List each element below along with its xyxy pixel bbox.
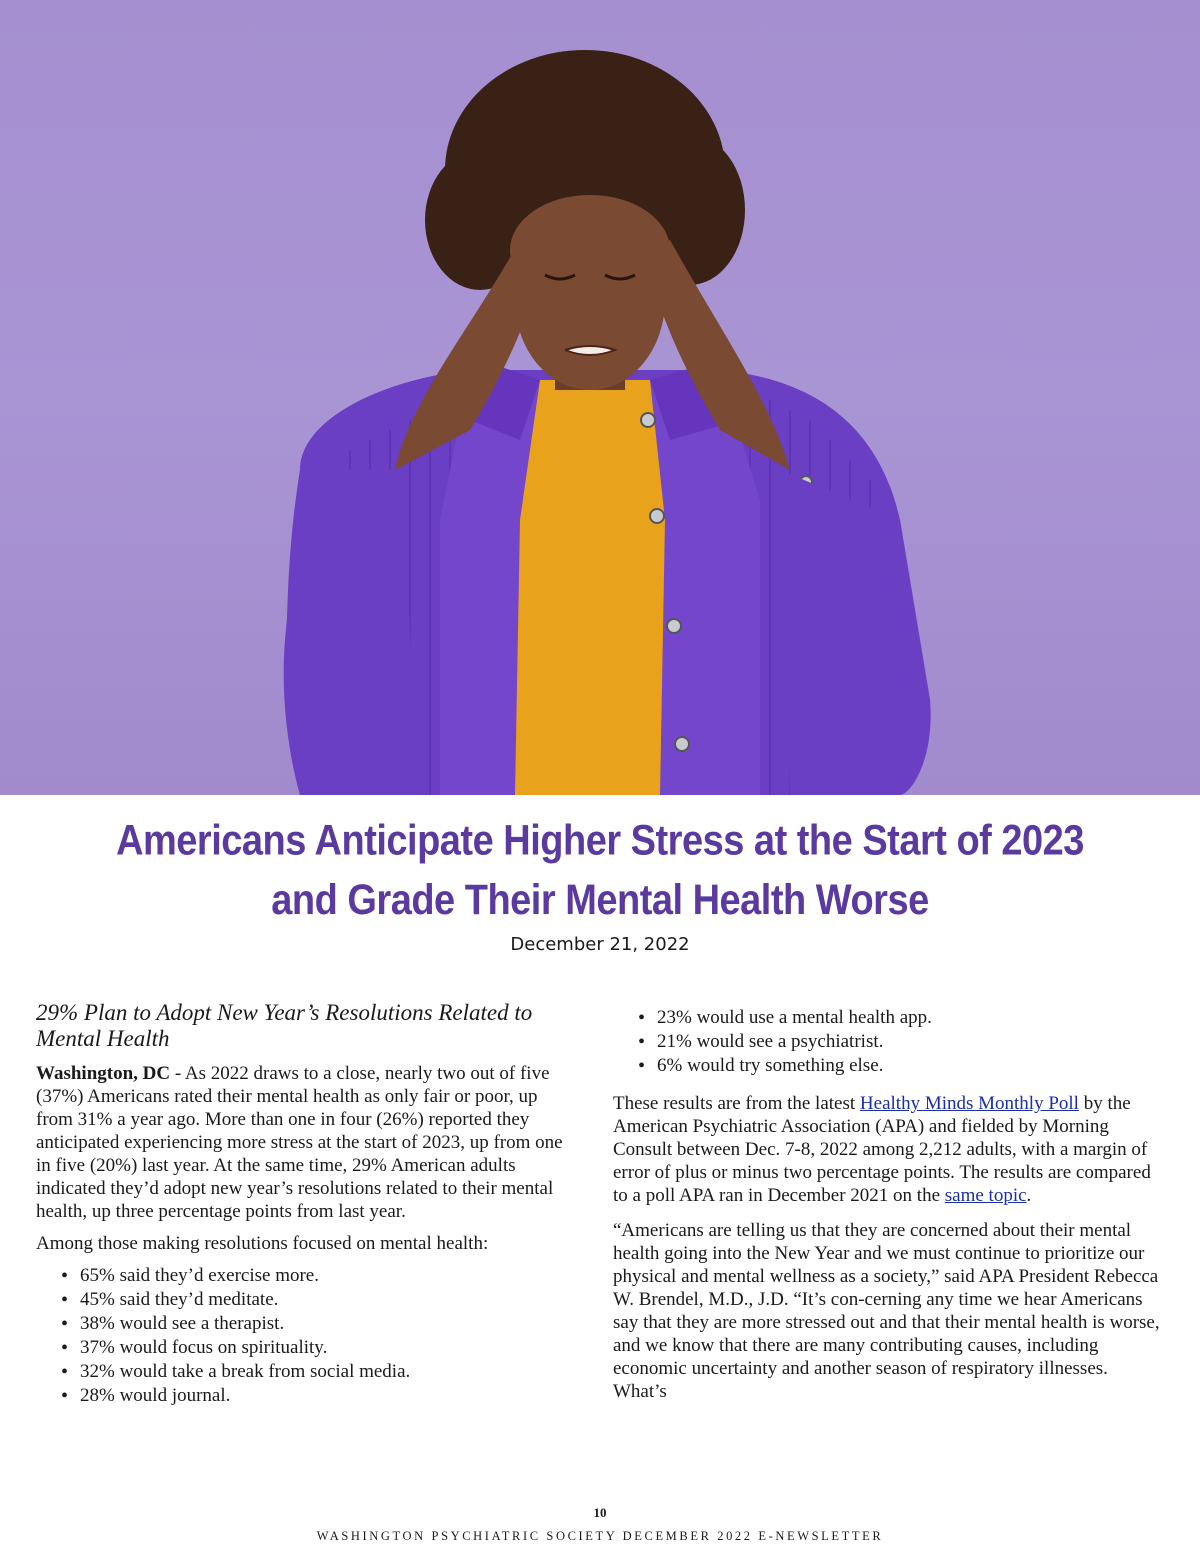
list-item: • 65% said they’d exercise more. <box>61 1264 576 1288</box>
intro-paragraph <box>36 1062 576 1223</box>
resolutions-list <box>36 1264 576 1408</box>
poll-paragraph <box>613 1092 1166 1207</box>
list-item: • 23% would use a mental health app. <box>638 1006 1166 1030</box>
list-item: • 37% would focus on spirituality. <box>61 1336 576 1360</box>
poll-text: These results are from the latest <box>613 1093 860 1114</box>
headline-line-1: Americans Anticipate Higher Stress at the Start of 2023 <box>116 817 1084 865</box>
list-item: • 6% would try something else. <box>638 1054 1166 1078</box>
list-item: • 28% would journal. <box>61 1384 576 1408</box>
list-item: • 32% would take a break from social media. <box>61 1360 576 1384</box>
newsletter-footer: WASHINGTON PSYCHIATRIC SOCIETY DECEMBER 2022 E-NEWSLETTER <box>316 1529 884 1543</box>
subheading: 29% Plan to Adopt New Year’s Resolutions Related to Mental Health <box>36 1000 533 1051</box>
same-topic-link[interactable]: same topic <box>944 1185 1027 1206</box>
article-date: December 21, 2022 <box>510 934 690 955</box>
headline <box>0 812 1200 931</box>
healthy-minds-poll-link[interactable]: Healthy Minds Monthly Poll <box>859 1093 1079 1114</box>
list-item: • 21% would see a psychiatrist. <box>638 1030 1166 1054</box>
dateline: Washington, DC <box>36 1063 171 1084</box>
intro-text: - As 2022 draws to a close, nearly two out of five (37%) Americans rated their mental health as only fair or poor, up from 31% a year ago. More than one in four (26%) reported they anticipated experiencing more stress at the start of 2023, up from one in five (20%) last year. At the same time, 29% American adults indicated they’d adopt new year’s resolutions related to their mental health, up three percentage points from last year. <box>36 1063 563 1222</box>
list-item: • 38% would see a therapist. <box>61 1312 576 1336</box>
right-column <box>613 1006 1166 1412</box>
list-intro: Among those making resolutions focused on mental health: <box>36 1233 489 1254</box>
left-column <box>36 1000 576 1418</box>
quote-paragraph: “Americans are telling us that they are concerned about their mental health going into the New Year and we must continue to prioritize our physical and mental wellness as a society,” said APA President Rebecca W. Brendel, M.D., J.D. “It’s con-cerning any time we hear Americans say that they are more stressed out and that their mental health is worse, and we know that there are many contributing causes, including economic uncertainty and another season of respiratory illnesses. What’s <box>613 1220 1160 1402</box>
poll-text: by the American Psychiatric Association (APA) and fielded by Morning Consult between Dec. 7-8, 2022 among 2,212 adults, with a margin of error of plus or minus two percentage points. The results are compared to a poll APA ran in December 2021 on the <box>613 1093 1151 1206</box>
headline-line-2: and Grade Their Mental Health Worse <box>271 876 929 924</box>
poll-text: . <box>1026 1185 1032 1206</box>
page-number: 10 <box>593 1505 607 1520</box>
resolutions-list-continued <box>613 1006 1166 1078</box>
list-item: • 45% said they’d meditate. <box>61 1288 576 1312</box>
